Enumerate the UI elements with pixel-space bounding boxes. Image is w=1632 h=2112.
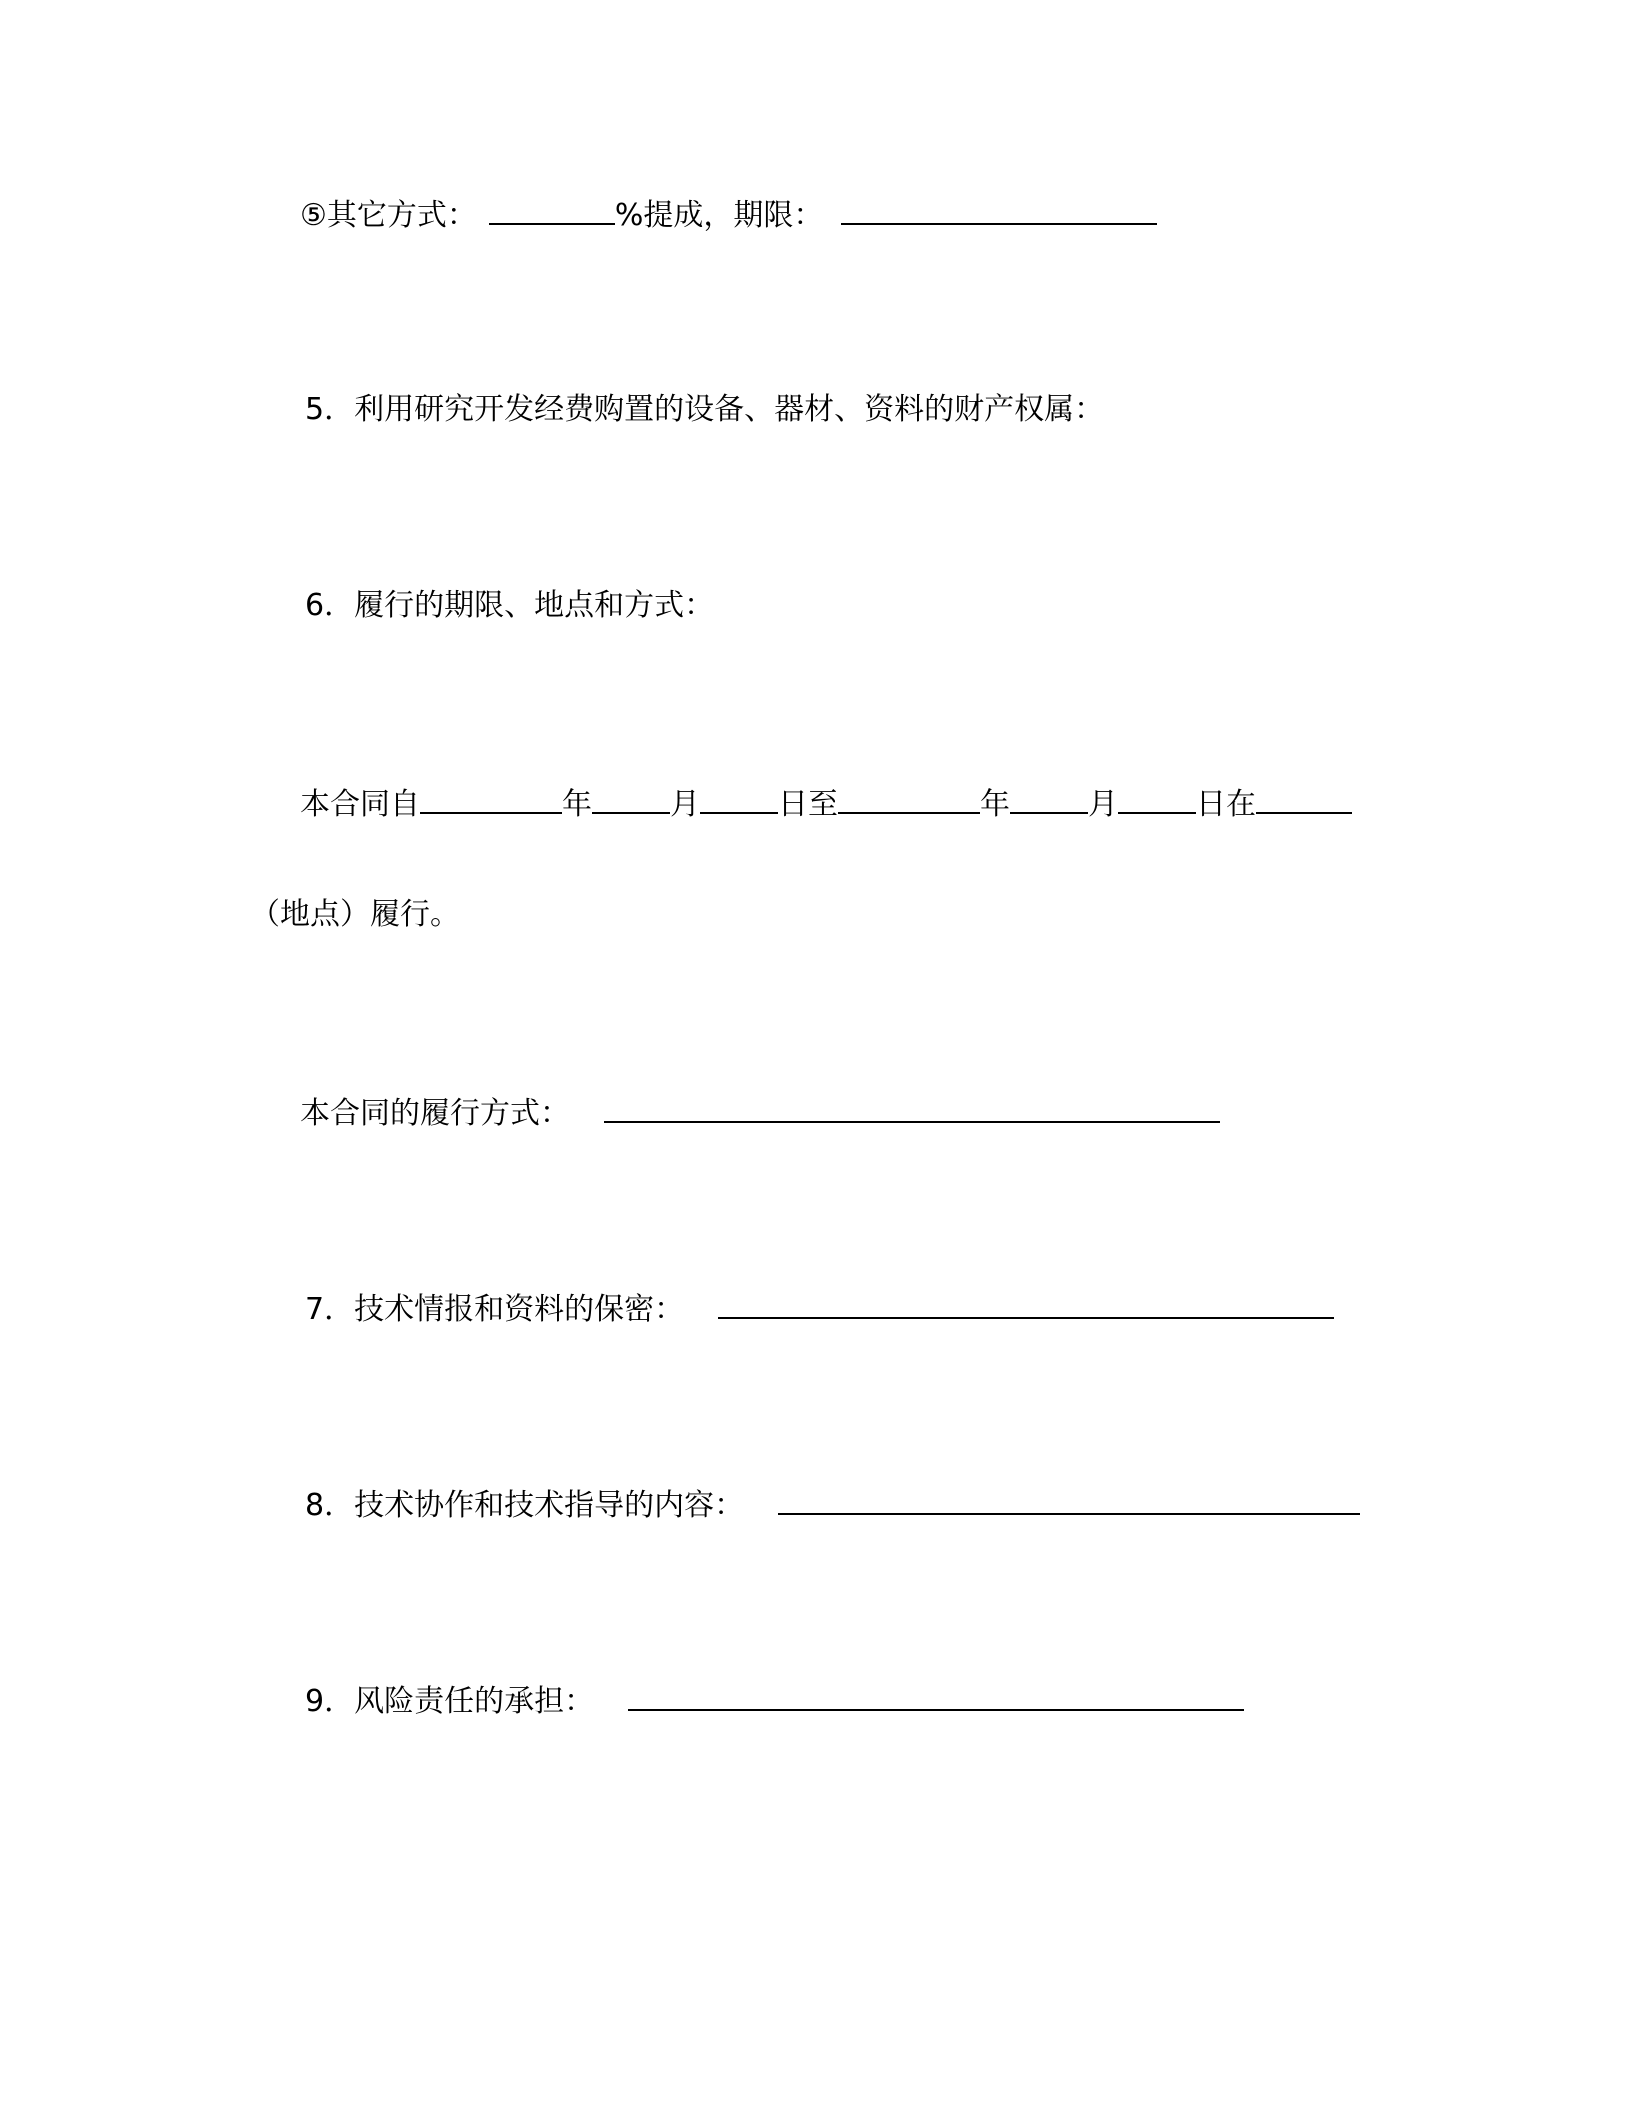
start-year-blank[interactable] bbox=[420, 782, 562, 814]
location-blank[interactable] bbox=[1256, 782, 1352, 814]
clause-9 bbox=[305, 1679, 1244, 1722]
period-start-label: 本合同自 bbox=[300, 787, 420, 822]
clause-6 bbox=[305, 586, 714, 626]
performance-method-line bbox=[300, 1091, 1220, 1134]
other-method-line bbox=[300, 193, 1157, 236]
day-label-1: 日至 bbox=[778, 787, 838, 822]
clause-7 bbox=[305, 1287, 1334, 1330]
clause-7-text: 7．技术情报和资料的保密： bbox=[305, 1292, 685, 1327]
location-line bbox=[250, 895, 460, 935]
clause-8 bbox=[305, 1483, 1360, 1526]
performance-method-blank[interactable] bbox=[604, 1091, 1220, 1123]
percentage-label: %提成，期限： bbox=[614, 198, 824, 233]
confidentiality-blank[interactable] bbox=[718, 1287, 1334, 1319]
year-label-1: 年 bbox=[562, 787, 592, 822]
period-line bbox=[300, 782, 1352, 825]
year-label-2: 年 bbox=[980, 787, 1010, 822]
day-label-2: 日在 bbox=[1196, 787, 1256, 822]
other-method-label: ⑤其它方式： bbox=[300, 198, 477, 233]
clause-5-text: 5．利用研究开发经费购置的设备、器材、资料的财产权属： bbox=[305, 392, 1105, 427]
end-month-blank[interactable] bbox=[1010, 782, 1088, 814]
month-label-2: 月 bbox=[1088, 787, 1118, 822]
start-day-blank[interactable] bbox=[700, 782, 778, 814]
clause-9-text: 9．风险责任的承担： bbox=[305, 1684, 595, 1719]
clause-8-text: 8．技术协作和技术指导的内容： bbox=[305, 1488, 745, 1523]
performance-method-label: 本合同的履行方式： bbox=[300, 1096, 570, 1131]
end-year-blank[interactable] bbox=[838, 782, 980, 814]
month-label-1: 月 bbox=[670, 787, 700, 822]
location-text: （地点）履行。 bbox=[250, 897, 460, 932]
risk-liability-blank[interactable] bbox=[628, 1679, 1244, 1711]
term-blank[interactable] bbox=[841, 193, 1157, 225]
percentage-blank[interactable] bbox=[489, 193, 615, 225]
start-month-blank[interactable] bbox=[592, 782, 670, 814]
end-day-blank[interactable] bbox=[1118, 782, 1196, 814]
clause-5 bbox=[305, 390, 1104, 430]
clause-6-text: 6．履行的期限、地点和方式： bbox=[305, 588, 715, 623]
technical-assistance-blank[interactable] bbox=[778, 1483, 1360, 1515]
